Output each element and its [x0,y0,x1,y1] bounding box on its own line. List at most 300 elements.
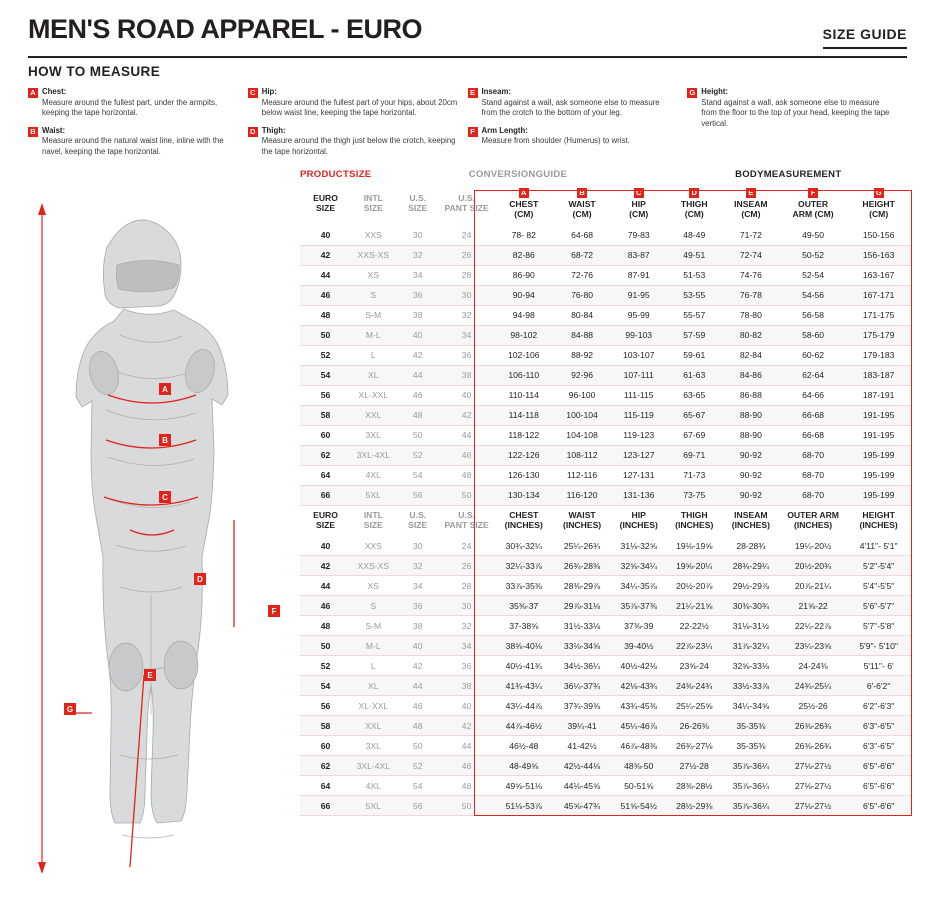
measure-text-arm-length: Measure from shoulder (Humerus) to wrist. [481,136,630,146]
table-row [300,265,912,285]
table-cell: 191-195 [845,405,912,425]
col-head-chest-in: CHEST (INCHES) [504,509,543,530]
table-cell: 38⅝-40⅛ [493,636,554,656]
table-cell: 26¾-28⅜ [554,556,610,576]
table-cell: 110-114 [493,385,554,405]
table-cell: 50 [396,425,440,445]
table-cell: 56 [300,696,351,716]
table-cell: 6'3"-6'5" [845,716,912,736]
table-cell: 64-66 [781,385,845,405]
table-cell: 25¼-25⅝ [668,696,721,716]
svg-text:D: D [197,575,203,584]
table-cell: 35⅞-36¼ [721,756,781,776]
col-head-us-pant-size-in: U.S. PANT SIZE [444,509,489,530]
table-row [300,385,912,405]
table-cell: 46⅞-48⅜ [610,736,668,756]
table-cell: 26⅜-26¾ [781,716,845,736]
table-cell: 100-104 [554,405,610,425]
table-cell: 36 [440,345,493,365]
table-cell: 118-122 [493,425,554,445]
table-cell: 44 [396,365,440,385]
table-cell: 83-87 [610,245,668,265]
col-head-euro-size-in: EURO SIZE [313,509,338,530]
table-cell: 82-86 [493,245,554,265]
measure-label-hip: Hip: [261,87,277,96]
table-cell: 171-175 [845,305,912,325]
svg-text:E: E [147,671,153,680]
table-cell: 43¼-44⅞ [493,696,554,716]
table-cell: XL-XXL [351,696,395,716]
table-row [300,576,912,596]
table-cell: 127-131 [610,465,668,485]
col-head-height-cm: G HEIGHT (CM) [862,187,895,219]
table-cell: 48-49 [668,226,721,246]
table-cell: 42½-44⅛ [554,756,610,776]
table-cell: 78-80 [721,305,781,325]
table-cell: L [351,345,395,365]
table-cell: 49⅝-51⅛ [493,776,554,796]
table-row [300,736,912,756]
table-cell: XXS [351,226,395,246]
table-cell: 69-71 [668,445,721,465]
table-cell: 84-86 [721,365,781,385]
table-cell: 30 [440,285,493,305]
table-row [300,405,912,425]
table-header-row-cm [300,186,912,226]
table-cell: 112-116 [554,465,610,485]
table-cell: S [351,596,395,616]
table-cell: 42 [396,345,440,365]
table-cell: 60-62 [781,345,845,365]
table-cell: 24 [440,536,493,556]
table-cell: 32⅝-33⅛ [721,656,781,676]
table-cell: 58 [300,716,351,736]
table-cell: 6'5"-6'6" [845,776,912,796]
table-row [300,716,912,736]
table-cell: 32⅝-34¼ [610,556,668,576]
col-head-waist-cm: B WAIST (CM) [568,187,596,219]
table-cell: 103-107 [610,345,668,365]
table-cell: 22¼-22⅞ [781,616,845,636]
table-cell: 41-42½ [554,736,610,756]
table-cell: 156-163 [845,245,912,265]
table-group-headers [300,170,912,184]
table-cell: 52 [396,445,440,465]
table-cell: 86-88 [721,385,781,405]
table-cell: 116-120 [554,485,610,505]
col-head-waist-in: WAIST (INCHES) [562,509,602,530]
table-cell: 44⅛-45⅝ [554,776,610,796]
table-cell: 102-106 [493,345,554,365]
table-cell: XXS [351,536,395,556]
table-cell: 29½-29⅞ [721,576,781,596]
page-title: MEN'S ROAD APPAREL - EURO [28,14,422,44]
badge-b-icon: B [28,127,38,137]
table-cell: 31½-33⅛ [554,616,610,636]
table-cell: 35⅜-37 [493,596,554,616]
measure-text-height: Stand against a wall, ask someone else to measure from the floor to the top of your head, keeping the tape vertical. [701,97,890,128]
table-cell: 31⅛-32⅝ [610,536,668,556]
table-cell: XXL [351,405,395,425]
table-cell: 46 [396,696,440,716]
table-cell: 107-111 [610,365,668,385]
table-cell: 84-88 [554,325,610,345]
table-cell: 40½-42⅛ [610,656,668,676]
table-cell: 36 [396,596,440,616]
table-cell: 35⅞-36¼ [721,796,781,816]
table-cell: 48⅜-50 [610,756,668,776]
table-cell: 179-183 [845,345,912,365]
table-cell: 27⅛-27½ [781,796,845,816]
table-row [300,485,912,505]
col-head-thigh-in: THIGH (INCHES) [675,509,714,530]
table-cell: 38 [440,365,493,385]
table-cell: 50 [300,636,351,656]
table-cell: 52 [300,656,351,676]
table-cell: 50-52 [781,245,845,265]
measure-label-arm-length: Arm Length: [481,125,528,135]
group-header-conversion-guide: CONVERSIONGUIDE [468,169,568,180]
col-head-us-size-in: U.S. SIZE [408,509,428,530]
badge-c-icon: C [634,188,644,198]
table-cell: 48 [396,405,440,425]
table-cell: 21¼-21⅝ [668,596,721,616]
table-cell: 28½-29⅜ [668,796,721,816]
how-to-measure-column-2 [248,87,468,164]
col-head-us-size-cm: U.S. SIZE [408,192,428,213]
col-head-thigh-cm: D THIGH (CM) [680,187,708,219]
table-row [300,305,912,325]
table-cell: 54 [396,776,440,796]
badge-a-icon: A [519,188,529,198]
measure-label-height: Height: [701,87,729,96]
table-cell: 5XL [351,796,395,816]
table-cell: 24 [440,226,493,246]
col-head-chest-cm: A CHEST (CM) [509,187,539,219]
table-body-cm [300,226,912,506]
table-cell: 3XL-4XL [351,756,395,776]
table-cell: 59-61 [668,345,721,365]
table-cell: 34¼-35⅞ [610,576,668,596]
table-cell: 46 [440,756,493,776]
table-cell: 6'3"-6'5" [845,736,912,756]
table-cell: 61-63 [668,365,721,385]
table-cell: 26 [440,556,493,576]
table-cell: 56 [396,796,440,816]
table-cell: 32¼-33⅞ [493,556,554,576]
table-cell: 90-92 [721,445,781,465]
svg-text:C: C [162,493,168,502]
table-row [300,556,912,576]
table-cell: 48 [396,716,440,736]
col-head-outer-arm-in: OUTER ARM (INCHES) [787,509,839,530]
table-cell: 76-78 [721,285,781,305]
badge-e-icon: E [746,188,756,198]
table-cell: 79-83 [610,226,668,246]
table-cell: 95-99 [610,305,668,325]
table-cell: 104-108 [554,425,610,445]
table-cell: 46 [396,385,440,405]
table-cell: 42 [300,556,351,576]
table-cell: 44 [300,265,351,285]
table-cell: 82-84 [721,345,781,365]
table-cell: 4'11"- 5'1" [845,536,912,556]
table-cell: 64 [300,776,351,796]
table-cell: 130-134 [493,485,554,505]
table-cell: 99-103 [610,325,668,345]
table-cell: 76-80 [554,285,610,305]
col-head-height-in: HEIGHT (INCHES) [859,509,898,530]
table-cell: 28-28¾ [721,536,781,556]
table-cell: 51⅝-54½ [610,796,668,816]
table-cell: 71-72 [721,226,781,246]
table-cell: 26-26⅜ [668,716,721,736]
badge-f-icon: F [468,127,478,137]
table-cell: 37¾-39⅜ [554,696,610,716]
table-cell: 52 [300,345,351,365]
table-cell: 44 [440,425,493,445]
table-cell: 24⅜-24¾ [668,676,721,696]
table-cell: 48 [300,305,351,325]
table-cell: 5'6"-5'7" [845,596,912,616]
table-cell: 34½-36¼ [554,656,610,676]
col-head-intl-size-cm: INTL SIZE [363,192,383,213]
table-cell: 21⅝-22 [781,596,845,616]
size-guide-label: SIZE GUIDE [823,26,907,49]
measure-item-chest [28,87,238,119]
table-cell: 35-35⅜ [721,736,781,756]
table-cell: 28⅜-29⅞ [554,576,610,596]
table-cell: 44⅞-46½ [493,716,554,736]
table-cell: 30¾-32¼ [493,536,554,556]
table-cell: 57-59 [668,325,721,345]
table-cell: 44 [396,676,440,696]
table-cell: 25½-26 [781,696,845,716]
table-cell: 42 [440,405,493,425]
table-cell: XS [351,265,395,285]
col-head-hip-in: HIP (INCHES) [619,509,658,530]
table-cell: 33⅞-35⅜ [493,576,554,596]
col-head-inseam-cm: E INSEAM (CM) [734,187,768,219]
how-to-measure-column-1 [28,87,248,164]
table-cell: 32 [440,616,493,636]
table-cell: XXL [351,716,395,736]
table-cell: 91-95 [610,285,668,305]
table-cell: 42 [300,245,351,265]
table-cell: 46 [440,445,493,465]
measure-label-chest: Chest: [42,87,67,96]
table-cell: 5'2"-5'4" [845,556,912,576]
col-head-inseam-in: INSEAM (INCHES) [731,509,770,530]
table-cell: 48-49⅝ [493,756,554,776]
table-cell: 56 [396,485,440,505]
table-cell: 62 [300,445,351,465]
table-cell: 66-68 [781,425,845,445]
table-cell: XXS-XS [351,245,395,265]
table-cell: 45⅝-47¾ [554,796,610,816]
table-cell: XL [351,676,395,696]
table-cell: 46 [300,285,351,305]
badge-d-icon: D [248,127,258,137]
table-cell: 27½-28 [668,756,721,776]
table-row [300,776,912,796]
size-chart-table [300,170,912,816]
table-row [300,696,912,716]
table-cell: 52 [396,756,440,776]
table-cell: 28¾-29¼ [721,556,781,576]
table-cell: 20½-20⅞ [668,576,721,596]
measure-item-arm-length [468,126,678,147]
table-cell: 68-70 [781,445,845,465]
table-cell: S-M [351,616,395,636]
table-cell: 3XL-4XL [351,445,395,465]
measure-label-waist: Waist: [42,125,66,135]
table-cell: 20½-20¾ [781,556,845,576]
table-cell: 115-119 [610,405,668,425]
table-cell: 55-57 [668,305,721,325]
table-cell: 48 [300,616,351,636]
table-cell: 23⅝-24 [668,656,721,676]
table-cell: 88-90 [721,425,781,445]
table-row [300,756,912,776]
table-cell: 3XL [351,736,395,756]
table-cell: 92-96 [554,365,610,385]
table-cell: 122-126 [493,445,554,465]
table-cell: 73-75 [668,485,721,505]
how-to-measure-title: HOW TO MEASURE [28,64,161,79]
table-cell: 6'5"-6'6" [845,796,912,816]
table-cm [300,186,912,506]
table-cell: 68-70 [781,465,845,485]
table-cell: 150-156 [845,226,912,246]
table-cell: 5'11"- 6' [845,656,912,676]
table-cell: 40 [440,696,493,716]
table-cell: 39-40½ [610,636,668,656]
table-cell: 49-51 [668,245,721,265]
measure-label-inseam: Inseam: [481,87,511,96]
table-cell: 26¾-27⅛ [668,736,721,756]
table-cell: 4XL [351,776,395,796]
table-row [300,245,912,265]
table-cell: XXS-XS [351,556,395,576]
table-cell: 106-110 [493,365,554,385]
table-cell: 72-76 [554,265,610,285]
table-cell: 40 [300,536,351,556]
table-row [300,596,912,616]
table-cell: 80-84 [554,305,610,325]
table-cell: 5'7"-5'8" [845,616,912,636]
table-cell: 43¾-45⅜ [610,696,668,716]
table-cell: 98-102 [493,325,554,345]
table-cell: 42⅛-43¾ [610,676,668,696]
table-inches [300,509,912,817]
table-cell: 38 [396,616,440,636]
table-cell: 96-100 [554,385,610,405]
table-cell: 40 [300,226,351,246]
table-row [300,465,912,485]
measure-text-hip: Measure around the fullest part of your hips, about 20cm below waist line, keeping the tape horizontal. [261,97,458,118]
table-cell: 195-199 [845,485,912,505]
table-header-row-inches [300,509,912,537]
table-cell: 34 [396,576,440,596]
page-header [0,0,935,56]
table-cell: 87-91 [610,265,668,285]
table-cell: 56-58 [781,305,845,325]
table-cell: 27⅛-27½ [781,756,845,776]
table-cell: 50-51⅝ [610,776,668,796]
table-cell: 90-92 [721,485,781,505]
table-cell: 30 [440,596,493,616]
measure-label-thigh: Thigh: [261,125,286,135]
table-cell: 24-24⅜ [781,656,845,676]
how-to-measure-column-4 [687,87,907,164]
badge-g-icon: G [687,88,697,98]
table-cell: 25¼-26¾ [554,536,610,556]
table-cell: 191-195 [845,425,912,445]
table-cell: 60 [300,736,351,756]
measure-text-thigh: Measure around the thigh just below the crotch, keeping the tape horizontal. [261,136,456,156]
table-cell: 5XL [351,485,395,505]
table-cell: 66 [300,485,351,505]
table-cell: 30 [396,226,440,246]
group-header-body-measurement: BODYMEASUREMENT [735,169,842,180]
table-cell: 28 [440,265,493,285]
table-row [300,616,912,636]
table-cell: 45¼-46⅞ [610,716,668,736]
how-to-measure-section [28,64,907,164]
svg-text:G: G [66,705,74,714]
table-cell: 74-76 [721,265,781,285]
table-cell: 54 [300,676,351,696]
table-cell: 33½-33⅞ [721,676,781,696]
col-head-hip-cm: C HIP (CM) [629,187,649,219]
table-cell: 36 [396,285,440,305]
table-cell: 40 [396,636,440,656]
table-cell: 111-115 [610,385,668,405]
table-cell: 56 [300,385,351,405]
table-cell: 51-53 [668,265,721,285]
table-cell: 50 [440,485,493,505]
table-cell: 41¾-43¼ [493,676,554,696]
table-cell: 26⅜-26¾ [781,736,845,756]
table-cell: 23¼-23⅝ [781,636,845,656]
table-cell: 30 [396,536,440,556]
table-cell: 4XL [351,465,395,485]
col-head-us-pant-size-cm: U.S. PANT SIZE [444,192,489,213]
table-cell: 60 [300,425,351,445]
table-cell: 53-55 [668,285,721,305]
table-cell: 29⅞-31⅛ [554,596,610,616]
table-cell: 37⅜-39 [610,616,668,636]
table-cell: 6'2"-6'3" [845,696,912,716]
table-cell: 131-136 [610,485,668,505]
table-cell: 48 [440,465,493,485]
table-cell: 27⅛-27½ [781,776,845,796]
table-cell: 22-22½ [668,616,721,636]
table-cell: 163-167 [845,265,912,285]
rider-illustration [20,195,290,885]
table-cell: 66-68 [781,405,845,425]
table-cell: 63-65 [668,385,721,405]
col-head-euro-size-cm: EURO SIZE [313,192,338,213]
table-cell: 68-70 [781,485,845,505]
measure-text-chest: Measure around the fullest part, under the armpits, keeping the tape horizontal. [42,97,218,118]
table-cell: 20⅞-21¼ [781,576,845,596]
table-cell: 26 [440,245,493,265]
table-cell: 54 [396,465,440,485]
table-cell: 54-56 [781,285,845,305]
table-row [300,365,912,385]
